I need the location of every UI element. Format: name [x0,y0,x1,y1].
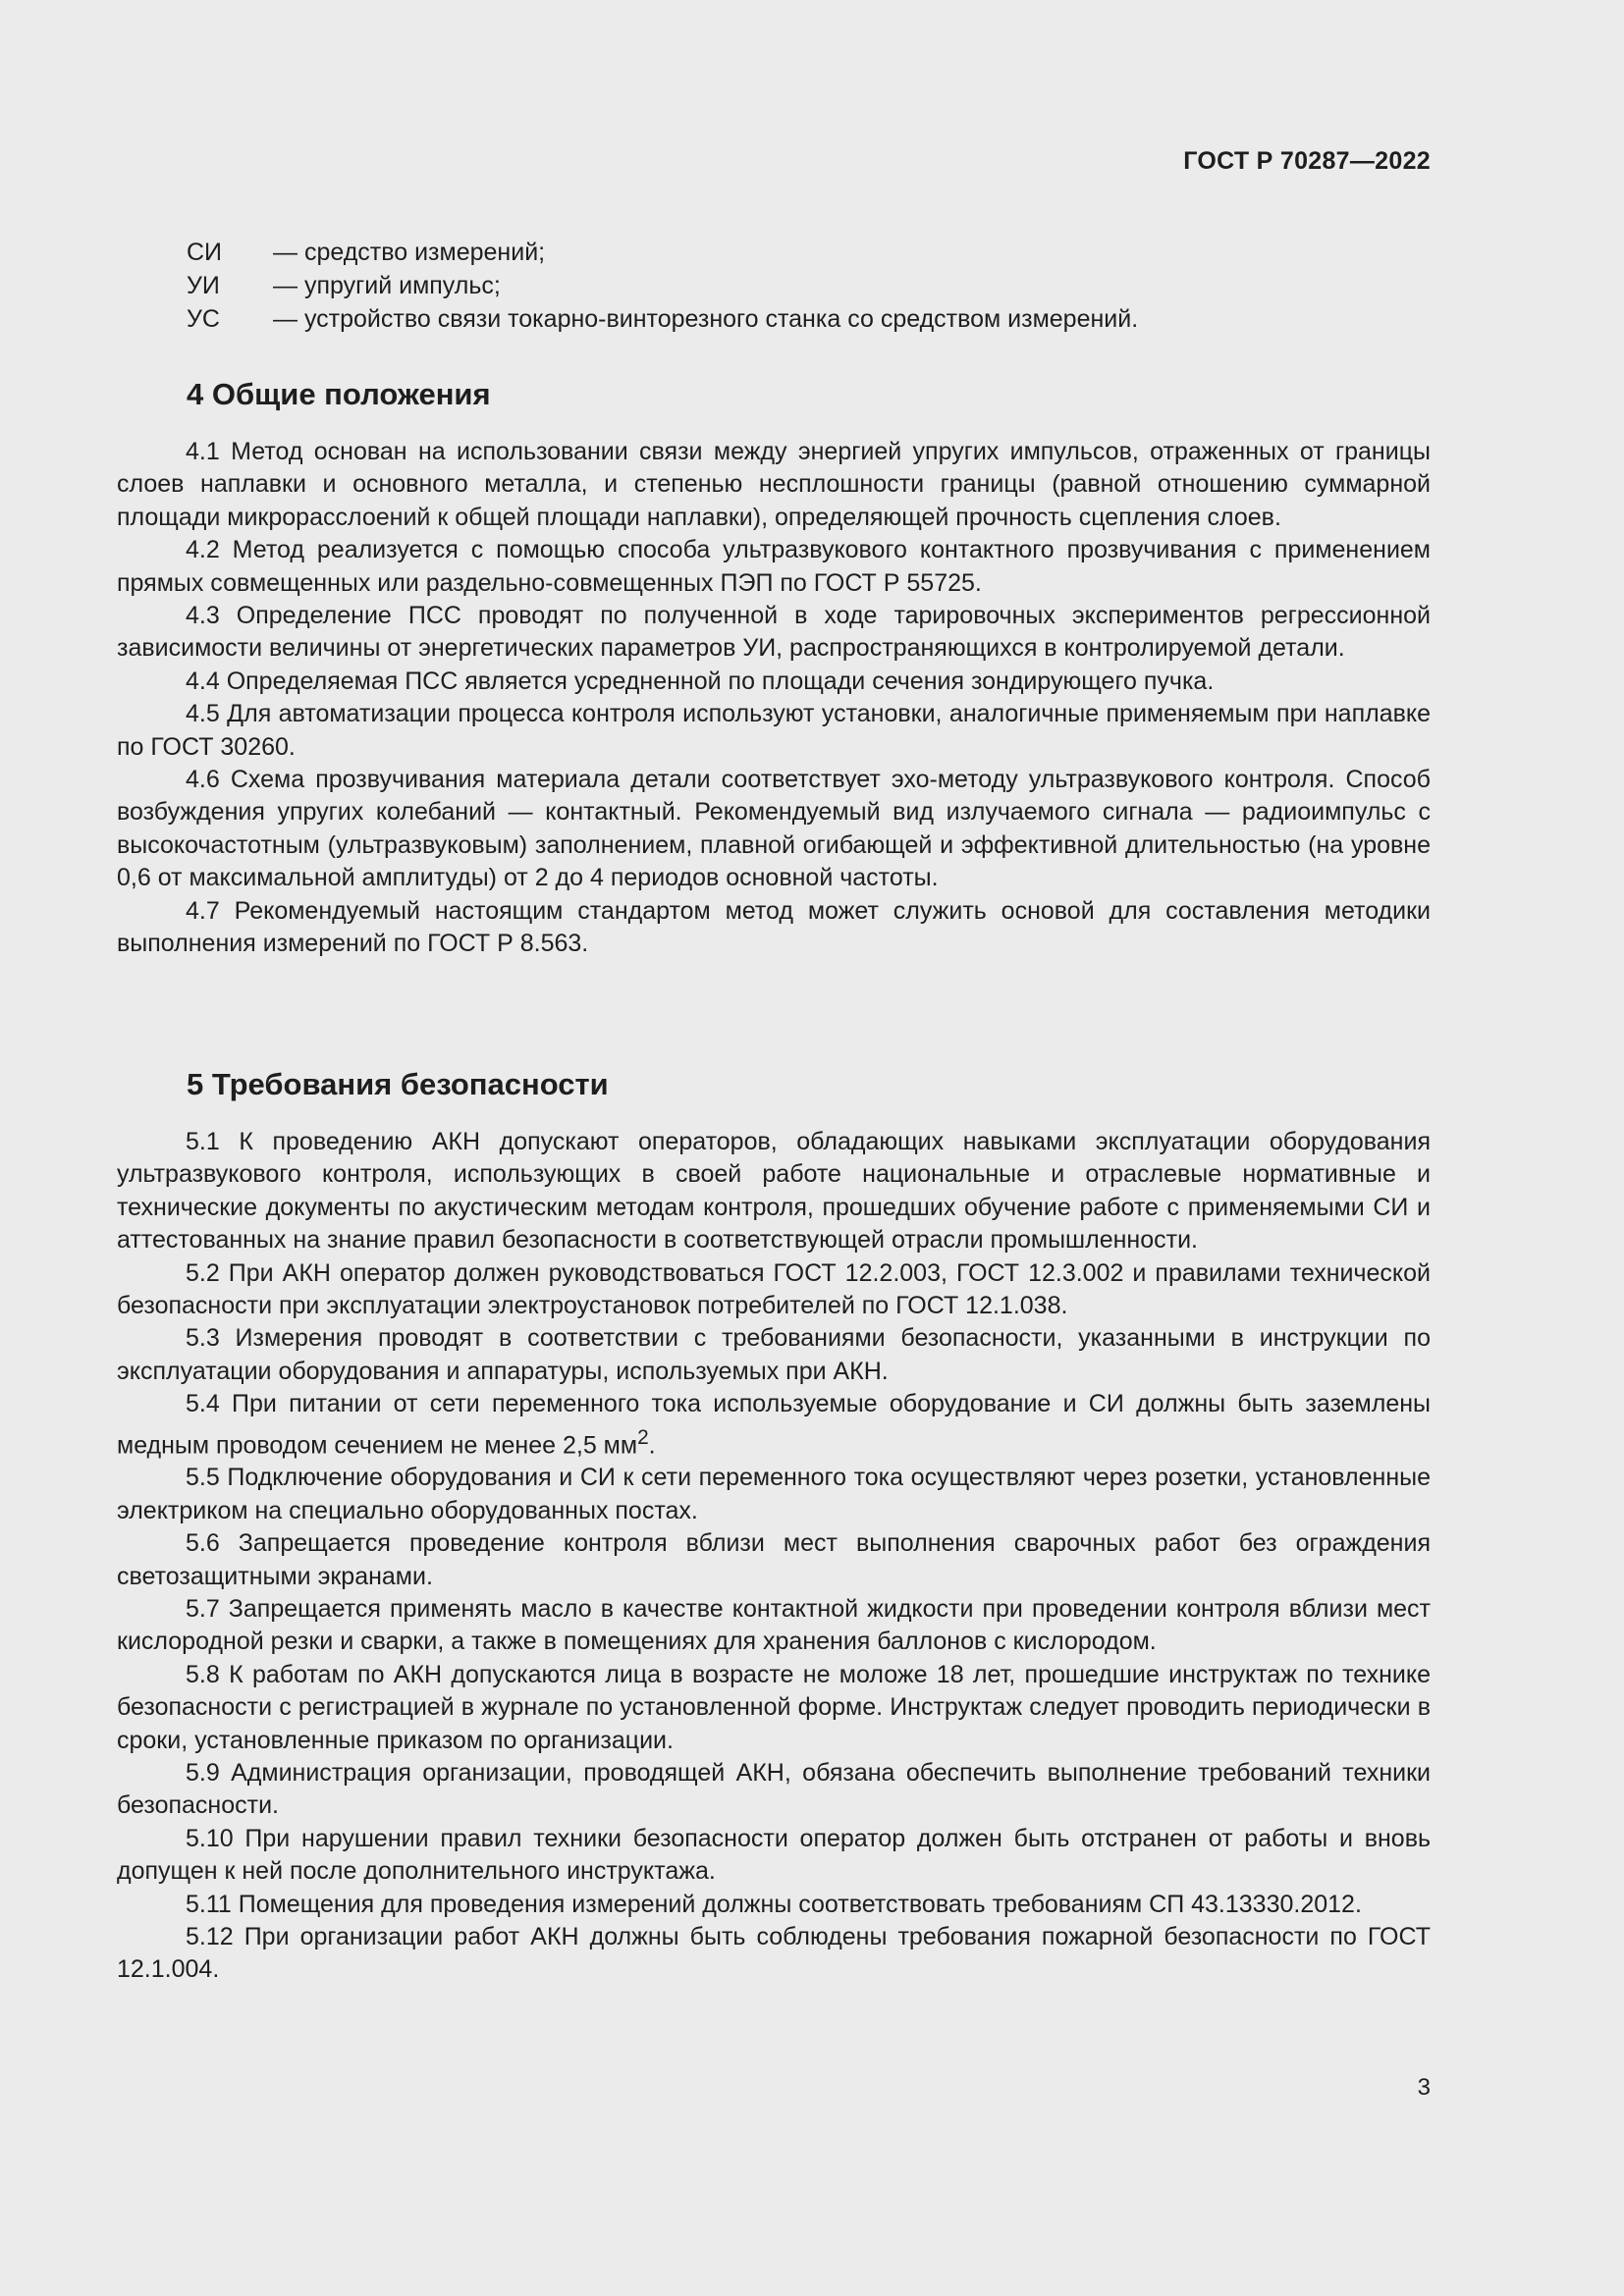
paragraph-5-1: 5.1 К проведению АКН допускают операторов, обладающих навыками эксплуатации оборудования ультразвукового контроля, использующих в своей работе национальные и отраслевые нормативные и технические документы по акустическим методам контроля, прошедших обучение работе с применяемыми СИ и аттестованных на знание правил безопасности в соответствующей отрасли промышленности. [117,1128,1431,1255]
document-code: ГОСТ Р 70287—2022 [1183,147,1431,175]
paragraph-4-6: 4.6 Схема прозвучивания материала детали соответствует эхо-методу ультразвукового контроля. Способ возбуждения упругих колебаний — контактный. Рекомендуемый вид излучаемого сигнала — радиоимпульс с высокочастотным (ультразвуковым) заполнением, плавной огибающей и эффективной длительностью (на уровне 0,6 от максимальной амплитуды) от 2 до 4 периодов основной частоты. [117,766,1431,892]
paragraph-4-4: 4.4 Определяемая ПСС является усредненной по площади сечения зондирующего пучка. [186,667,1215,695]
paragraph-4-5: 4.5 Для автоматизации процесса контроля используют установки, аналогичные применяемым при наплавке по ГОСТ 30260. [117,700,1431,761]
abbreviation-term: УИ [187,272,220,299]
paragraph-5-3: 5.3 Измерения проводят в соответствии с требованиями безопасности, указанными в инструкции по эксплуатации оборудования и аппаратуры, используемых при АКН. [117,1324,1431,1385]
paragraph-5-7: 5.7 Запрещается применять масло в качестве контактной жидкости при проведении контроля вблизи мест кислородной резки и сварки, а также в помещениях для хранения баллонов с кислородом. [117,1595,1431,1656]
abbreviation-item [187,302,1138,336]
abbreviation-list [187,236,1138,336]
paragraph-4-2: 4.2 Метод реализуется с помощью способа ультразвукового контактного прозвучивания с применением прямых совмещенных или раздельно-совмещенных ПЭП по ГОСТ Р 55725. [117,536,1431,597]
paragraph-4-7: 4.7 Рекомендуемый настоящим стандартом метод может служить основой для составления методики выполнения измерений по ГОСТ Р 8.563. [117,896,1431,958]
paragraph-4-3: 4.3 Определение ПСС проводят по полученной в ходе тарировочных экспериментов регрессионной зависимости величины от энергетических параметров УИ, распространяющихся в контролируемой детали. [117,602,1431,663]
paragraph-5-10: 5.10 При нарушении правил техники безопасности оператор должен быть отстранен от работы и вновь допущен к ней после дополнительного инструктажа. [117,1824,1431,1886]
abbreviation-term: УС [187,305,220,333]
paragraph-5-4-text: 5.4 При питании от сети переменного тока используемые оборудование и СИ должны быть заземлены медным проводом сечением не менее 2,5 мм [117,1390,1431,1459]
paragraph-5-6: 5.6 Запрещается проведение контроля вблизи мест выполнения сварочных работ без ограждения светозащитными экранами. [117,1529,1431,1590]
section-5 [117,1065,1431,1987]
superscript: 2 [637,1425,649,1449]
abbreviation-definition: — упругий импульс; [273,272,501,299]
paragraph-5-11: 5.11 Помещения для проведения измерений должны соответствовать требованиям СП 43.13330.2012. [186,1890,1362,1918]
abbreviation-term: СИ [187,239,223,266]
paragraph-5-4 [117,1388,1431,1462]
paragraph-5-5: 5.5 Подключение оборудования и СИ к сети переменного тока осуществляют через розетки, установленные электриком на специально оборудованных постах. [117,1464,1431,1524]
paragraph-5-2: 5.2 При АКН оператор должен руководствоваться ГОСТ 12.2.003, ГОСТ 12.3.002 и правилами технической безопасности при эксплуатации электроустановок потребителей по ГОСТ 12.1.038. [117,1258,1431,1320]
paragraph-5-4-end: . [648,1430,656,1459]
section-5-title: 5 Требования безопасности [187,1067,609,1101]
page-number: 3 [1417,2074,1431,2101]
paragraph-5-9: 5.9 Администрация организации, проводящей АКН, обязана обеспечить выполнение требований техники безопасности. [117,1759,1431,1820]
paragraph-4-1: 4.1 Метод основан на использовании связи между энергией упругих импульсов, отраженных от границы слоев наплавки и основного металла, и степенью несплошности границы (равной отношению суммарной площади микрорасслоений к общей площади наплавки), определяющей прочность сцепления слоев. [117,438,1431,531]
abbreviation-item [187,236,1138,269]
section-4-title: 4 Общие положения [187,377,491,411]
paragraph-5-12: 5.12 При организации работ АКН должны быть соблюдены требования пожарной безопасности по ГОСТ 12.1.004. [117,1923,1431,1984]
abbreviation-item [187,269,1138,302]
abbreviation-definition: — средство измерений; [273,239,546,266]
section-4 [117,375,1431,961]
paragraph-5-8: 5.8 К работам по АКН допускаются лица в возрасте не моложе 18 лет, прошедшие инструктаж по технике безопасности с регистрацией в журнале по установленной форме. Инструктаж следует проводить периодически в сроки, установленные приказом по организации. [117,1660,1431,1754]
abbreviation-definition: — устройство связи токарно-винторезного станка со средством измерений. [273,305,1139,333]
